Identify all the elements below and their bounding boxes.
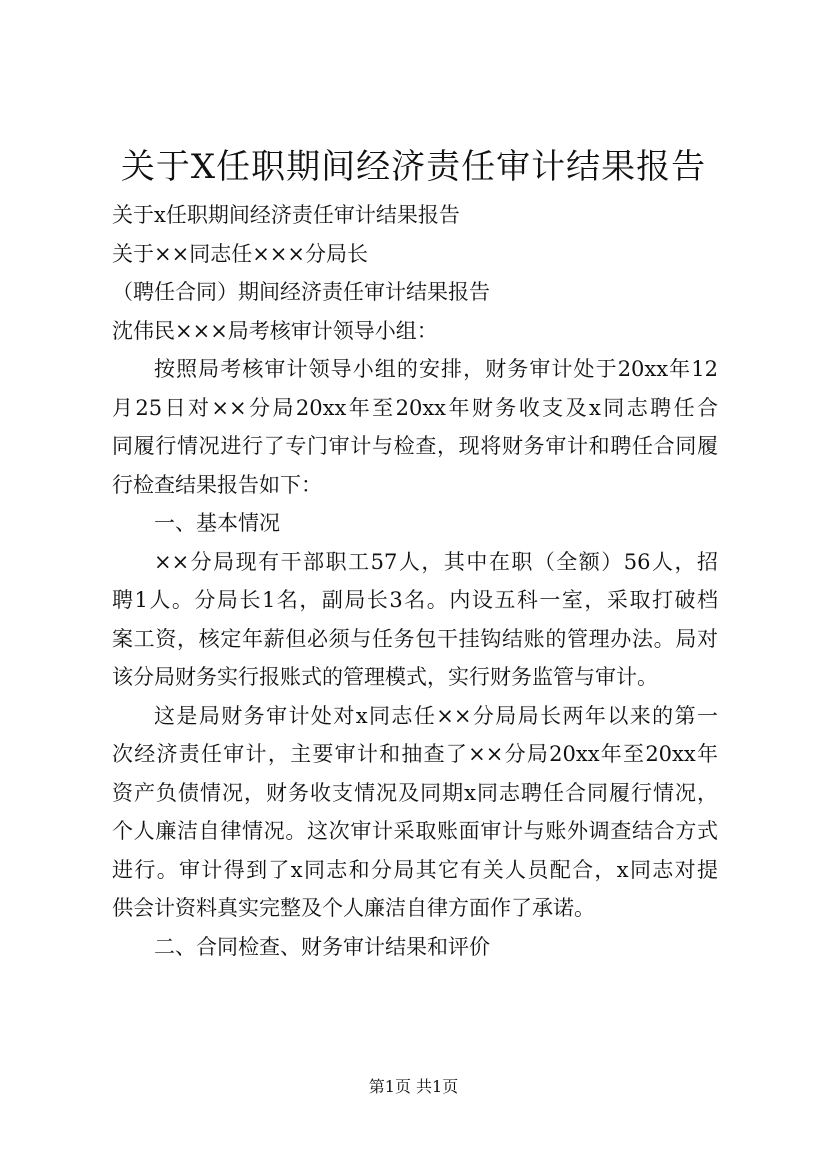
section-heading: 二、合同检查、财务审计结果和评价	[154, 934, 490, 959]
page-footer: 第1页 共1页	[368, 1077, 459, 1096]
text-line: 按照局考核审计领导小组的安排，财务审计处于20xx年12	[154, 357, 718, 381]
text-line: 聘1人。分局长1名，副局长3名。内设五科一室，采取打破档	[112, 588, 718, 612]
text-line-subtitle: 关于x任职期间经济责任审计结果报告	[112, 203, 460, 227]
section-heading: 一、基本情况	[154, 511, 280, 535]
text-line: 案工资，核定年薪但必须与任务包干挂钩结账的管理办法。局对	[112, 626, 718, 651]
text-line: 资产负债情况，财务收支情况及同期x同志聘任合同履行情况，	[112, 780, 718, 805]
text-line: 次经济责任审计，主要审计和抽查了××分局20xx年至20xx年	[112, 742, 718, 766]
text-line: 同履行情况进行了专门审计与检查，现将财务审计和聘任合同履	[112, 434, 718, 458]
text-line-heading-1: 关于××同志任×××分局长	[112, 241, 368, 266]
text-line-heading-2: （聘任合同）期间经济责任审计结果报告	[112, 280, 490, 304]
document-title: 关于X任职期间经济责任审计结果报告	[120, 147, 707, 187]
text-line: 月25日对××分局20xx年至20xx年财务收支及x同志聘任合	[112, 395, 718, 420]
text-line: 供会计资料真实完整及个人廉洁自律方面作了承诺。	[112, 896, 595, 920]
text-line: ××分局现有干部职工57人，其中在职（全额）56人，招	[154, 549, 718, 574]
document-body	[112, 196, 718, 966]
text-line: 进行。审计得到了x同志和分局其它有关人员配合，x同志对提	[112, 857, 718, 882]
text-line: 这是局财务审计处对x同志任××分局局长两年以来的第一	[154, 703, 718, 728]
text-line: 该分局财务实行报账式的管理模式，实行财务监管与审计。	[112, 665, 658, 689]
text-line-salutation: 沈伟民×××局考核审计领导小组：	[112, 318, 438, 343]
text-line: 个人廉洁自律情况。这次审计采取账面审计与账外调查结合方式	[112, 819, 718, 843]
text-line: 行检查结果报告如下：	[112, 472, 322, 497]
